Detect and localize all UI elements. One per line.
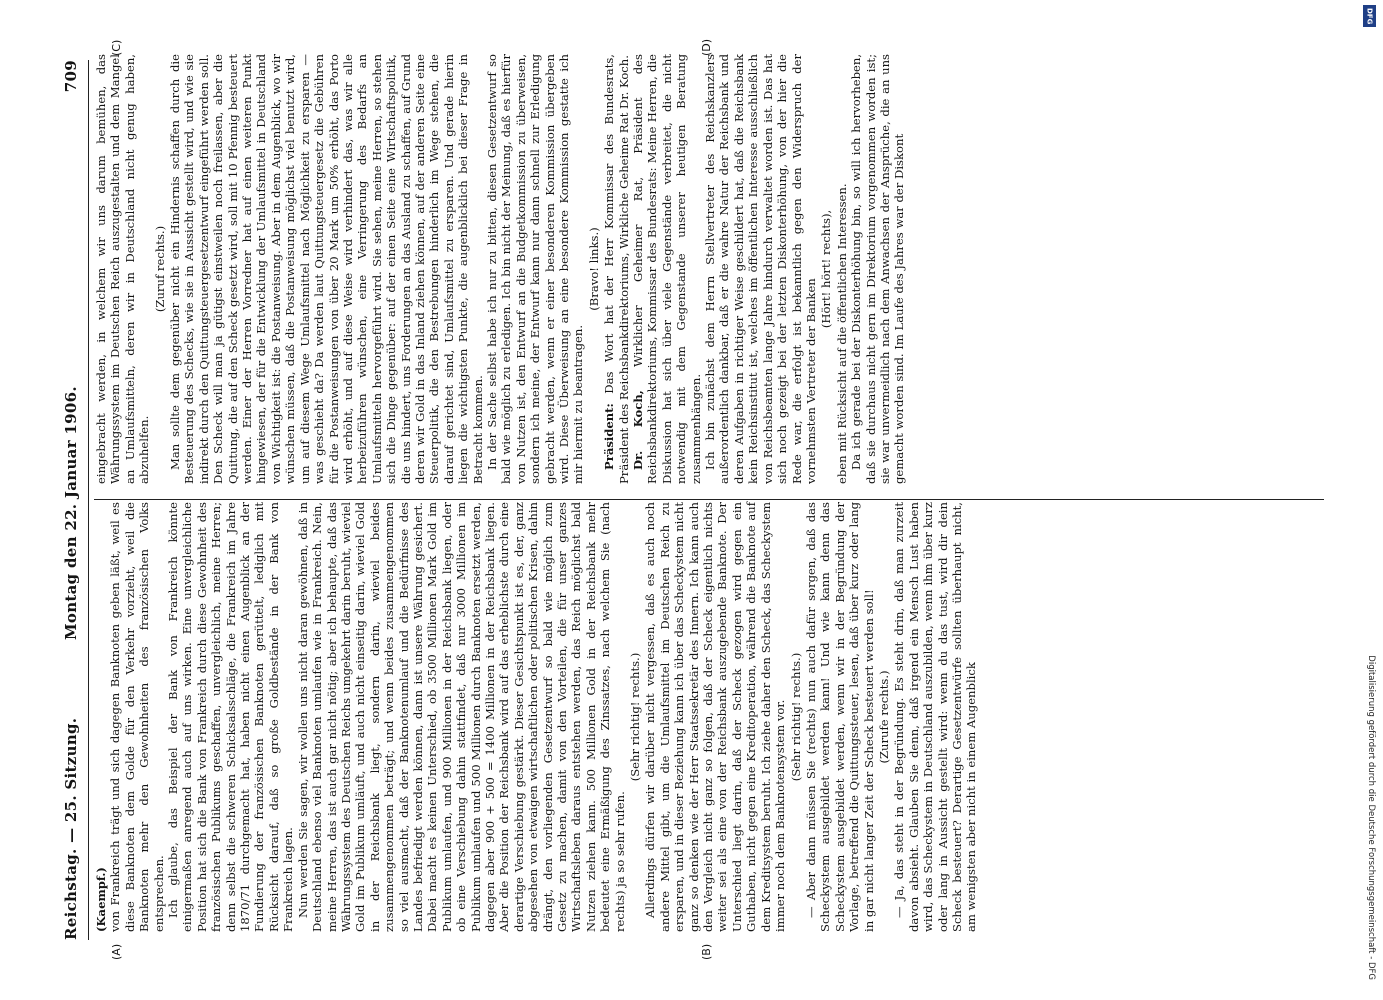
president-paragraph [602,54,631,484]
margin-mark-c: (C) [110,39,123,56]
digitization-credit [1362,20,1383,980]
header-date: Montag den 22. Januar 1906. [62,386,80,640]
column-divider [94,499,1324,500]
interjection: (Zurufe rechts.) [876,670,891,764]
paragraph: Da ich gerade bei der Diskonterhöhung bin, so will ich hervorheben, daß sie durchaus nicht gern im Direktorium vorgenommen worden ist; sie war unvermeidlich nach dem Anwachsen der Ansprüche, die an uns gemacht worden sind. Im Laufe des Jahres war der Diskont [849,54,907,484]
interjection: (Bravo! links.) [586,227,601,311]
paragraph: Ich bin zunächst dem Herrn Stellvertreter des Reichskanzlers außerordentlich dankbar, daß er die wahre Natur der Reichsbank und deren Aufgaben in richtiger Weise geschildert hat, daß die Reichsbank kein Reichsinstitut ist, welches im öffentlichen Interesse ausschließlich von Reichsbeamten lange Jahre hindurch verwaltet worden ist. Das hat sich noch gezeigt bei der letzten Diskonterhöhung, von der hier die Rede war, die erfolgt ist bekanntlich gegen den Widerspruch der vornehmsten Vertreter der Banken [703,54,818,484]
paragraph: eingebracht werden, in welchem wir uns darum bemühen, das Währungssystem im Deutschen Reich auszugestalten und dem Mangel an Umlaufsmitteln, deren wir in Deutschland nicht genug haben, abzuhelfen. [94,54,152,484]
paragraph: Allerdings dürfen wir darüber nicht vergessen, daß es auch noch andere Mittel gibt, um die Umlaufsmittel im Deutschen Reich zu ersparen, und in dieser Beziehung kann ich über das Scheckystem nicht ganz so denken wie der Herr Staatssekretär des Innern. Ich kann auch den Vergleich nicht ganz so folgen, daß der Scheck eigentlich nichts weiter sei als eine von der Reichsbank auszugebende Banknote. Der Unterschied liegt darin, daß der Scheck gezogen wird gegen ein Guthaben, nicht gegen eine Kreditoperation, während die Banknote auf dem Kreditsystem beruht. Ich ziehe daher den Scheck, das Scheckystem immer noch dem Banknotensystem vor. [643,502,788,932]
paragraph-text: Wirklicher Geheimer Rat, Präsident des Reichsbankdirektoriums, Kommissar des Bundesrats: Meine Herren, die Diskussion hat sich über viele Gegenstände verbreitet, die nicht notwendig mit dem Gegenstande unserer heutigen Beratung zusammenhängen. [631,54,703,484]
margin-mark-b: (B) [700,943,713,960]
interjection: (Sehr richtig! rechts.) [628,652,643,782]
paragraph: eben mit Rücksicht auf die öffentlichen Interessen. [834,183,849,484]
speaker-president: Präsident: [602,403,617,470]
credit-text: Digitalisierung gefördert durch die Deutsche Forschungsgemeinschaft - DFG [1366,655,1376,980]
speaker-koch: Dr. Koch, [631,390,646,470]
paragraph: — Aber dann müssen Sie (rechts) nun auch dafür sorgen, daß das Scheckystem ausgebildet werden kann! Und wie kann denn das Scheckystem ausgebildet werden, wenn wir in der Begründung der Vorlage, betreffend die Quittungssteuer, lesen, daß über kurz oder lang in gar nicht langer Zeit der Scheck besteuert werden soll! [803,502,876,932]
header-rule [88,60,89,940]
page-number: 709 [62,60,80,93]
paragraph-text: Das Wort hat der Herr Kommissar des Bundesrats, Präsident des Reichsbankdirektoriums, Wirkliche Geheime Rat Dr. Koch. [602,54,631,484]
koch-paragraph [631,54,703,484]
margin-mark-d: (D) [700,38,713,56]
header-left: Reichstag. — 25. Sitzung. [62,717,80,940]
dfg-logo: DFG [1363,5,1376,27]
margin-mark-a: (A) [110,943,123,960]
paragraph: In der Sache selbst habe ich nur zu bitten, diesen Gesetzentwurf so bald wie möglich zu erledigen. Ich bin nicht der Meinung, daß es hierfür von Nutzen ist, den Entwurf an die Budgetkommission zu überweisen, sondern ich meine, der Entwurf kann nur dann schnell zur Erledigung gebracht werden, wenn er einer besonderen Kommission übergeben wird. Diese Überweisung an eine besondere Kommission gestatte ich mir hiermit zu beantragen. [484,54,586,484]
interjection: (Zuruf rechts.) [152,225,167,313]
page-header [56,60,86,940]
speaker-tag: (Kaempf.) [94,867,108,932]
interjection: (Hört! hört! rechts), [819,209,834,329]
paragraph: Nun werden Sie sagen, wir wollen uns nicht daran gewöhnen, daß in Deutschland ebenso viel Banknoten umlaufen wie in Frankreich. Nein, meine Herren, das ist auch gar nicht nötig; aber ich behaupte, daß das Währungssystem des Deutschen Reichs umgekehrt darin beruht, wieviel Gold im Publikum umläuft, und auch nicht einseitig darin, wieviel Gold in der Reichsbank liegt, sondern darin, wieviel beides zusammengenommen beträgt; und wenn beides zusammengenommen so viel ausmacht, daß der Banknotenumlauf und die Bedürfnisse des Landes befriedigt werden können, dann ist unsere Währung gesichert. Dabei macht es keinen Unterschied, ob 3500 Millionen Mark Gold im Publikum umlaufen, und 900 Millionen in der Reichsbank liegen, oder ob eine Verschiebung dahin stattfindet, daß nur 3000 Millionen im Publikum umlaufen und 500 Millionen durch Banknoten ersetzt werden, dagegen aber 900 + 500 = 1400 Millionen in der Reichsbank liegen. Aber die Position der Reichsbank wird auf das erheblichste durch eine derartige Verschiebung gestärkt. Dieser Gesichtspunkt ist es, der, ganz abgesehen von etwaigen wirtschaftlichen oder politischen Krisen, dahin drängt, den vorliegenden Gesetzentwurf so bald wie möglich zum Gesetz zu machen, damit von den Vorteilen, die für unser ganzes Wirtschaftsleben daraus entstehen werden, das Reich möglichst bald Nutzen ziehen kann. 500 Millionen Gold in der Reichsbank mehr bedeutet eine Ermäßigung des Zinssatzes, nach welchem Sie (nach rechts) ja so sehr rufen. [295,502,627,932]
interjection: (Sehr richtig! rechts.) [788,652,803,782]
paragraph: — Ja, das steht in der Begründung. Es steht drin, daß man zurzeit davon absieht. Glauben Sie denn, daß irgend ein Mensch Lust haben wird, das Scheckystem in Deutschland auszubilden, wenn ihm über kurz oder lang in Aussicht gestellt wird: wenn du das tust, wird dir dein Scheck besteuert? Derartige Gesetzentwürfe sollten überhaupt nicht, am wenigsten aber nicht in einem Augenblick [892,502,979,932]
paragraph: Man sollte dem gegenüber nicht ein Hindernis schaffen durch die Besteuerung des Schecks, wie sie in Aussicht gestellt wird, und wie sie indirekt durch den Quittungsteuergesetzentwurf eingeführt werden soll. Den Scheck will man ja gütigst einstweilen noch freilassen, aber die Quittung, die auf den Scheck gesetzt wird, soll mit 10 Pfennig besteuert werden. Einer der Herren Vorredner hat auf einen weiteren Punkt hingewiesen, der für die Entwicklung der Umlaufsmittel in Deutschland von Wichtigkeit ist: die Postanweisung. Aber in dem Augenblick, wo wir wünschen müssen, daß die Postanweisung möglichst viel benutzt wird, um auf diesem Wege Umlaufsmittel nach Möglichkeit zu ersparen — was geschieht da? Da werden laut Quittungsteuergesetz die Gebühren für die Postanweisungen von über 20 Mark um 50% erhöht, das Porto wird erhöht, und auf diese Weise wird verhindert das, was wir alle herbeizuführen wünschen, eine Verringerung des Bedarfs an Umlaufsmitteln hervorgeführt wird. Sie sehen, meine Herren, so stehen sich die Dinge gegenüber: auf der einen Seite eine Wirtschaftspolitik, die uns hindert, uns Forderungen an das Ausland zu schaffen, auf Grund deren wir Gold in das Inland ziehen können, auf der anderen Seite eine Steuerpolitik, die den Bestrebungen hinderlich im Wege stehen, die darauf gerichtet sind, Umlaufsmittel zu ersparen. Und gerade hierin liegen die wichtigsten Punkte, die augenblicklich bei dieser Frage in Betracht kommen. [168,54,485,484]
paragraph: von Frankreich trägt und sich dagegen Banknoten geben läßt, weil es diese Banknoten dem Golde für den Verkehr vorzieht, weil die Banknoten mehr den Gewohnheiten des französischen Volks entsprechen. [108,502,166,932]
paragraph: Ich glaube, das Beispiel der Bank von Frankreich könnte einigermaßen anregend auch auf uns wirken. Eine unvergleichliche Position hat sich die Bank von Frankreich durch diese Gewohnheit des französischen Publikums geschaffen, unvergleichlich, meine Herren; denn selbst die schweren Schicksalsschläge, die Frankreich im Jahre 1870/71 durchgemacht hat, haben nicht einen Augenblick an der Fundierung der französischen Banknoten gerüttelt, lediglich mit Rücksicht darauf, daß so große Goldbestände in der Bank von Frankreich lagen. [166,502,296,932]
text-column-right [94,54,907,484]
text-column-left [94,502,979,932]
